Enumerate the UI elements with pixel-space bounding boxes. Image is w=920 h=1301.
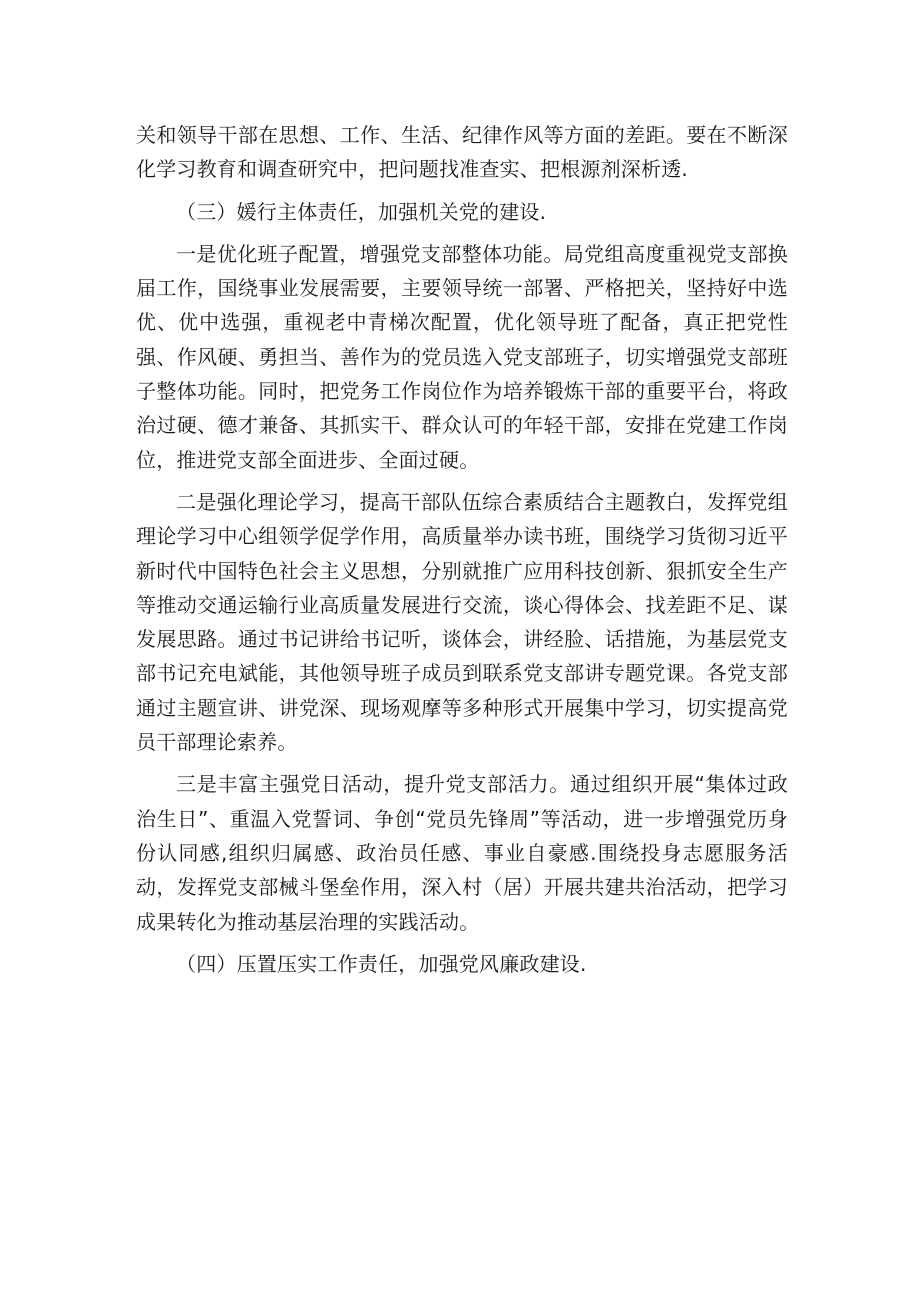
paragraph-party-day-activities: 三是丰富主强党日活动，提升党支部活力。通过组织开展“集体过政治生日”、重温入党誓词、争创“党员先锋周”等活动，进一步增强党历身份认同感,组织归属感、政治员任感、事业自豪感.围绕投身志愿服务活动，发挥党支部械斗堡垒作用，深入村（居）开展共建共治活动，把学习成果转化为推动基层治理的实践活动。	[136, 772, 788, 934]
paragraph-theory-study: 二是强化理论学习，提高干部队伍综合素质结合主题教白，发挥党组理论学习中心组领学促学作用，高质量举办读书班，围绕学习货彻习近平新时代中国特色社会主义思想，分别就推广应用科技创新、狠抓安全生产等推动交通运输行业高质量发展进行交流，谈心得体会、找差距不足、谋发展思路。通过书记讲给书记听，谈体会，讲经脸、话措施，为基层党支部书记充电斌能，其他领导班子成员到联系党支部讲专题党课。各党支部通过主题宣讲、讲党深、现场观摩等多种形式开展集中学习，切实提高党员干部理论索养。	[136, 489, 788, 755]
section-heading-3: （三）媛行主体责任，加强机关党的建设.	[176, 199, 547, 224]
section-heading-4: （四）压置压实工作责任，加强党风廉政建设.	[176, 951, 587, 976]
paragraph-continued: 关和领导干部在思想、工作、生活、纪律作风等方面的差距。要在不断深化学习教育和调查研究中，把问题找准查实、把根源剂深析透.	[136, 123, 788, 182]
document-body	[136, 118, 788, 981]
paragraph-optimize-team: 一是优化班子配置，增强党支部整体功能。局党组高度重视党支部换届工作，国绕事业发展需要，主要领导统一部署、严格把关，坚持好中选优、优中选强，重视老中青梯次配置，优化领导班了配备，真正把党性强、作风硬、勇担当、善作为的党员选入党支部班子，切实增强党支部班子整体功能。同时，把党务工作岗位作为培养锻炼干部的重要平台，将政治过硬、德才兼备、其抓实干、群众认可的年轻干部，安排在党建工作岗位，推进党支部全面进步、全面过硬。	[136, 241, 788, 472]
